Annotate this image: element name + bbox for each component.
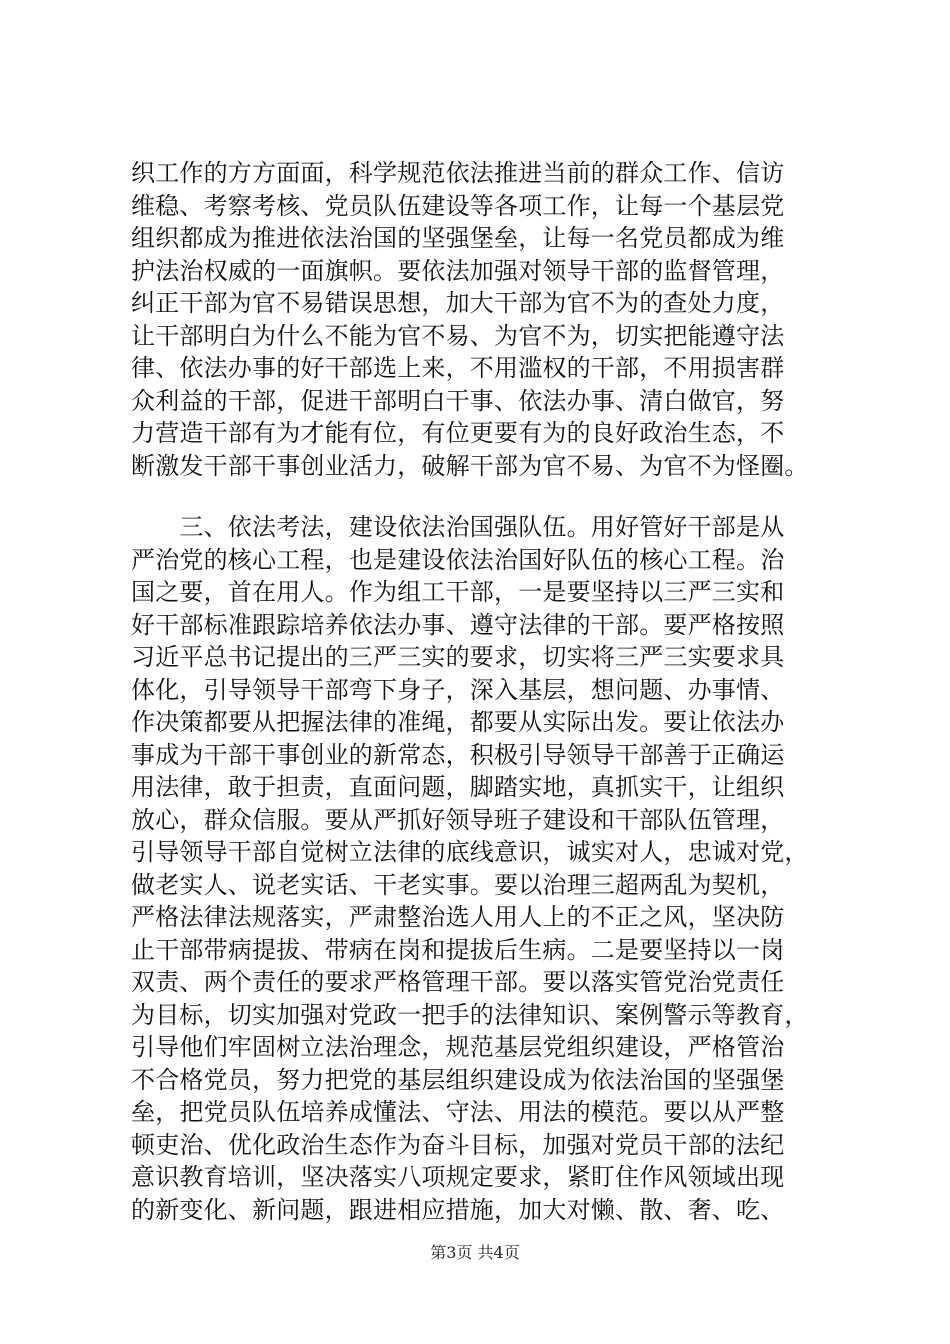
text-line: 力营造干部有为才能有位，有位更要有为的良好政治生态，不 bbox=[131, 419, 785, 447]
text-line: 为目标，切实加强对党政一把手的法律知识、案例警示等教育， bbox=[131, 1000, 809, 1029]
text-line: 织工作的方方面面，科学规范依法推进当前的群众工作、信访 bbox=[131, 159, 785, 187]
text-line: 做老实人、说老实话、干老实事。要以治理三超两乱为契机， bbox=[131, 870, 785, 899]
text-line: 严格法律法规落实，严肃整治选人用人上的不正之风，坚决防 bbox=[131, 903, 785, 931]
text-line: 让干部明白为什么不能为官不易、为官不为，切实把能遵守法 bbox=[131, 321, 785, 350]
text-line: 意识教育培训，坚决落实八项规定要求，紧盯住作风领域出现 bbox=[131, 1163, 785, 1191]
text-line: 放心，群众信服。要从严抓好领导班子建设和干部队伍管理， bbox=[131, 805, 785, 834]
paragraph-1 bbox=[131, 157, 851, 482]
text-line: 止干部带病提拔、带病在岗和提拔后生病。二是要坚持以一岗 bbox=[131, 935, 785, 964]
text-line: 律、依法办事的好干部选上来，不用滥权的干部，不用损害群 bbox=[131, 354, 785, 382]
text-line: 事成为干部干事创业的新常态，积极引导领导干部善于正确运 bbox=[131, 740, 785, 769]
text-line: 体化，引导领导干部弯下身子，深入基层，想问题、办事情、 bbox=[131, 675, 785, 704]
text-line: 习近平总书记提出的三严三实的要求，切实将三严三实要求具 bbox=[131, 643, 785, 671]
text-line: 好干部标准跟踪培养依法办事、遵守法律的干部。要严格按照 bbox=[131, 610, 785, 639]
text-line: 国之要，首在用人。作为组工干部，一是要坚持以三严三实和 bbox=[131, 578, 785, 606]
text-line: 三、依法考法，建设依法治国强队伍。用好管好干部是从 bbox=[131, 513, 785, 541]
text-line: 引导他们牢固树立法治理念，规范基层党组织建设，严格管治 bbox=[131, 1033, 785, 1061]
text-line: 用法律，敢于担责，直面问题，脚踏实地，真抓实干，让组织 bbox=[131, 773, 785, 801]
text-line: 护法治权威的一面旗帜。要依法加强对领导干部的监督管理， bbox=[131, 256, 785, 285]
text-line: 的新变化、新问题，跟进相应措施，加大对懒、散、奢、吃、 bbox=[131, 1195, 785, 1224]
text-line: 组织都成为推进依法治国的坚强堡垒，让每一名党员都成为维 bbox=[131, 224, 785, 252]
page-footer: 第3页 共4页 bbox=[430, 1243, 520, 1262]
paragraph-2 bbox=[131, 511, 851, 1226]
text-line: 双责、两个责任的要求严格管理干部。要以落实管党治党责任 bbox=[131, 968, 785, 996]
text-line: 顿吏治、优化政治生态作为奋斗目标，加强对党员干部的法纪 bbox=[131, 1130, 785, 1159]
text-line: 垒，把党员队伍培养成懂法、守法、用法的模范。要以从严整 bbox=[131, 1098, 785, 1126]
text-line: 引导领导干部自觉树立法律的底线意识，诚实对人，忠诚对党， bbox=[131, 838, 809, 866]
text-line: 作决策都要从把握法律的准绳，都要从实际出发。要让依法办 bbox=[131, 708, 785, 736]
text-line: 众利益的干部，促进干部明白干事、依法办事、清白做官，努 bbox=[131, 386, 785, 415]
text-line: 断激发干部干事创业活力，破解干部为官不易、为官不为怪圈。 bbox=[131, 451, 809, 480]
text-line: 纠正干部为官不易错误思想，加大干部为官不为的查处力度， bbox=[131, 289, 785, 317]
text-line: 不合格党员，努力把党的基层组织建设成为依法治国的坚强堡 bbox=[131, 1065, 785, 1094]
text-line: 维稳、考察考核、党员队伍建设等各项工作，让每一个基层党 bbox=[131, 191, 785, 220]
text-line: 严治党的核心工程，也是建设依法治国好队伍的核心工程。治 bbox=[131, 545, 785, 574]
